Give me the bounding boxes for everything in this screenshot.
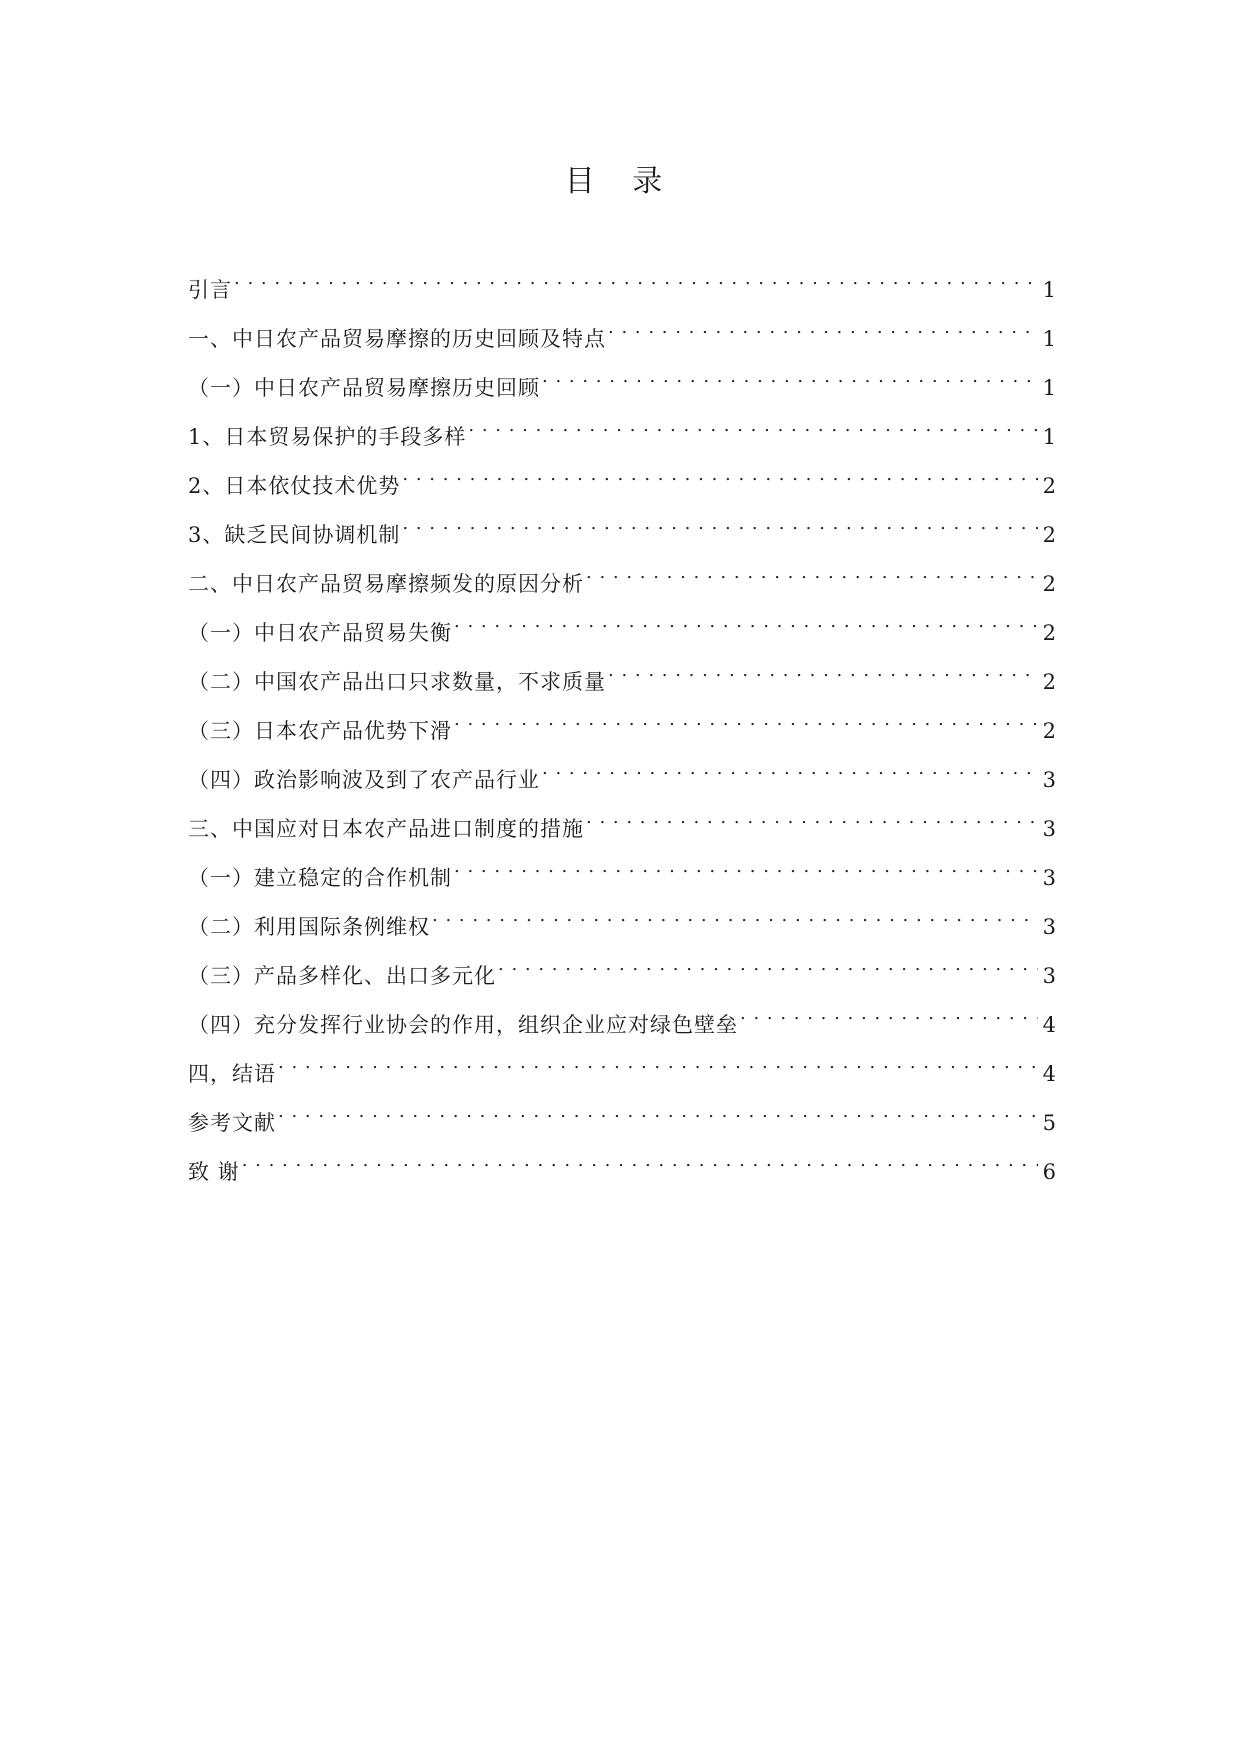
toc-entry (188, 1054, 1056, 1103)
toc-page-number: 1 (1042, 425, 1056, 449)
toc-page-number: 2 (1042, 474, 1056, 498)
toc-entry-label: 2、日本依仗技术优势 (188, 474, 401, 498)
toc-dot-leader (454, 716, 1038, 738)
toc-entry-label: （三）产品多样化、出口多元化 (188, 964, 496, 988)
toc-dot-leader (542, 765, 1038, 787)
toc-entry (188, 368, 1056, 417)
toc-entry-label: （三）日本农产品优势下滑 (188, 719, 452, 743)
toc-entry-label: 3、缺乏民间协调机制 (188, 523, 401, 547)
toc-dot-leader (454, 618, 1038, 640)
toc-dot-leader (542, 373, 1038, 395)
toc-entry (188, 662, 1056, 711)
toc-page-number: 2 (1042, 572, 1056, 596)
toc-entry-label: 1、日本贸易保护的手段多样 (188, 425, 467, 449)
toc-entry-label: （一）中日农产品贸易失衡 (188, 621, 452, 645)
toc-entry (188, 907, 1056, 956)
toc-page-number: 1 (1042, 327, 1056, 351)
toc-page-number: 2 (1042, 621, 1056, 645)
toc-page-number: 2 (1042, 719, 1056, 743)
toc-entry (188, 1103, 1056, 1152)
toc-entry-label: 引言 (188, 278, 232, 302)
toc-entry-label: （四）政治影响波及到了农产品行业 (188, 768, 540, 792)
toc-page-number: 4 (1042, 1013, 1056, 1037)
toc-dot-leader (242, 1157, 1038, 1179)
toc-page-number: 4 (1042, 1062, 1056, 1086)
toc-page-number: 1 (1042, 278, 1056, 302)
toc-dot-leader (278, 1108, 1038, 1130)
toc-title: 目 录 (564, 164, 677, 199)
toc-entry (188, 809, 1056, 858)
toc-page-number: 2 (1042, 670, 1056, 694)
toc-page-number: 2 (1042, 523, 1056, 547)
toc-dot-leader (402, 520, 1038, 542)
toc-entry (188, 711, 1056, 760)
toc-entry-label: 致 谢 (188, 1160, 240, 1184)
toc-dot-leader (468, 422, 1038, 444)
toc-entry-label: 二、中日农产品贸易摩擦频发的原因分析 (188, 572, 584, 596)
toc-entry-label: 一、中日农产品贸易摩擦的历史回顾及特点 (188, 327, 606, 351)
toc-entry-label: （一）中日农产品贸易摩擦历史回顾 (188, 376, 540, 400)
toc-dot-leader (402, 471, 1038, 493)
toc-entry (188, 270, 1056, 319)
toc-page-number: 3 (1042, 915, 1056, 939)
toc-page-number: 3 (1042, 768, 1056, 792)
toc-dot-leader (432, 912, 1038, 934)
toc-page-number: 3 (1042, 964, 1056, 988)
table-of-contents (188, 270, 1056, 1201)
toc-entry (188, 564, 1056, 613)
toc-entry-label: 三、中国应对日本农产品进口制度的措施 (188, 817, 584, 841)
toc-dot-leader (586, 569, 1038, 591)
toc-entry-label: 参考文献 (188, 1111, 276, 1135)
toc-page-number: 1 (1042, 376, 1056, 400)
toc-entry (188, 417, 1056, 466)
toc-entry (188, 760, 1056, 809)
toc-dot-leader (740, 1010, 1038, 1032)
toc-entry (188, 319, 1056, 368)
toc-entry-label: （一）建立稳定的合作机制 (188, 866, 452, 890)
toc-entry-label: 四，结语 (188, 1062, 276, 1086)
toc-dot-leader (278, 1059, 1038, 1081)
toc-dot-leader (498, 961, 1038, 983)
toc-entry (188, 1005, 1056, 1054)
toc-entry (188, 1152, 1056, 1201)
toc-entry (188, 613, 1056, 662)
toc-dot-leader (608, 324, 1038, 346)
toc-page-number: 3 (1042, 866, 1056, 890)
toc-entry-label: （二）中国农产品出口只求数量，不求质量 (188, 670, 606, 694)
toc-entry (188, 466, 1056, 515)
toc-entry (188, 858, 1056, 907)
toc-dot-leader (608, 667, 1038, 689)
toc-entry (188, 515, 1056, 564)
toc-entry (188, 956, 1056, 1005)
toc-dot-leader (586, 814, 1038, 836)
toc-dot-leader (234, 275, 1038, 297)
toc-page-number: 5 (1042, 1111, 1056, 1135)
toc-page-number: 6 (1042, 1160, 1056, 1184)
toc-page-number: 3 (1042, 817, 1056, 841)
toc-dot-leader (454, 863, 1038, 885)
toc-entry-label: （四）充分发挥行业协会的作用，组织企业应对绿色壁垒 (188, 1013, 738, 1037)
toc-entry-label: （二）利用国际条例维权 (188, 915, 430, 939)
